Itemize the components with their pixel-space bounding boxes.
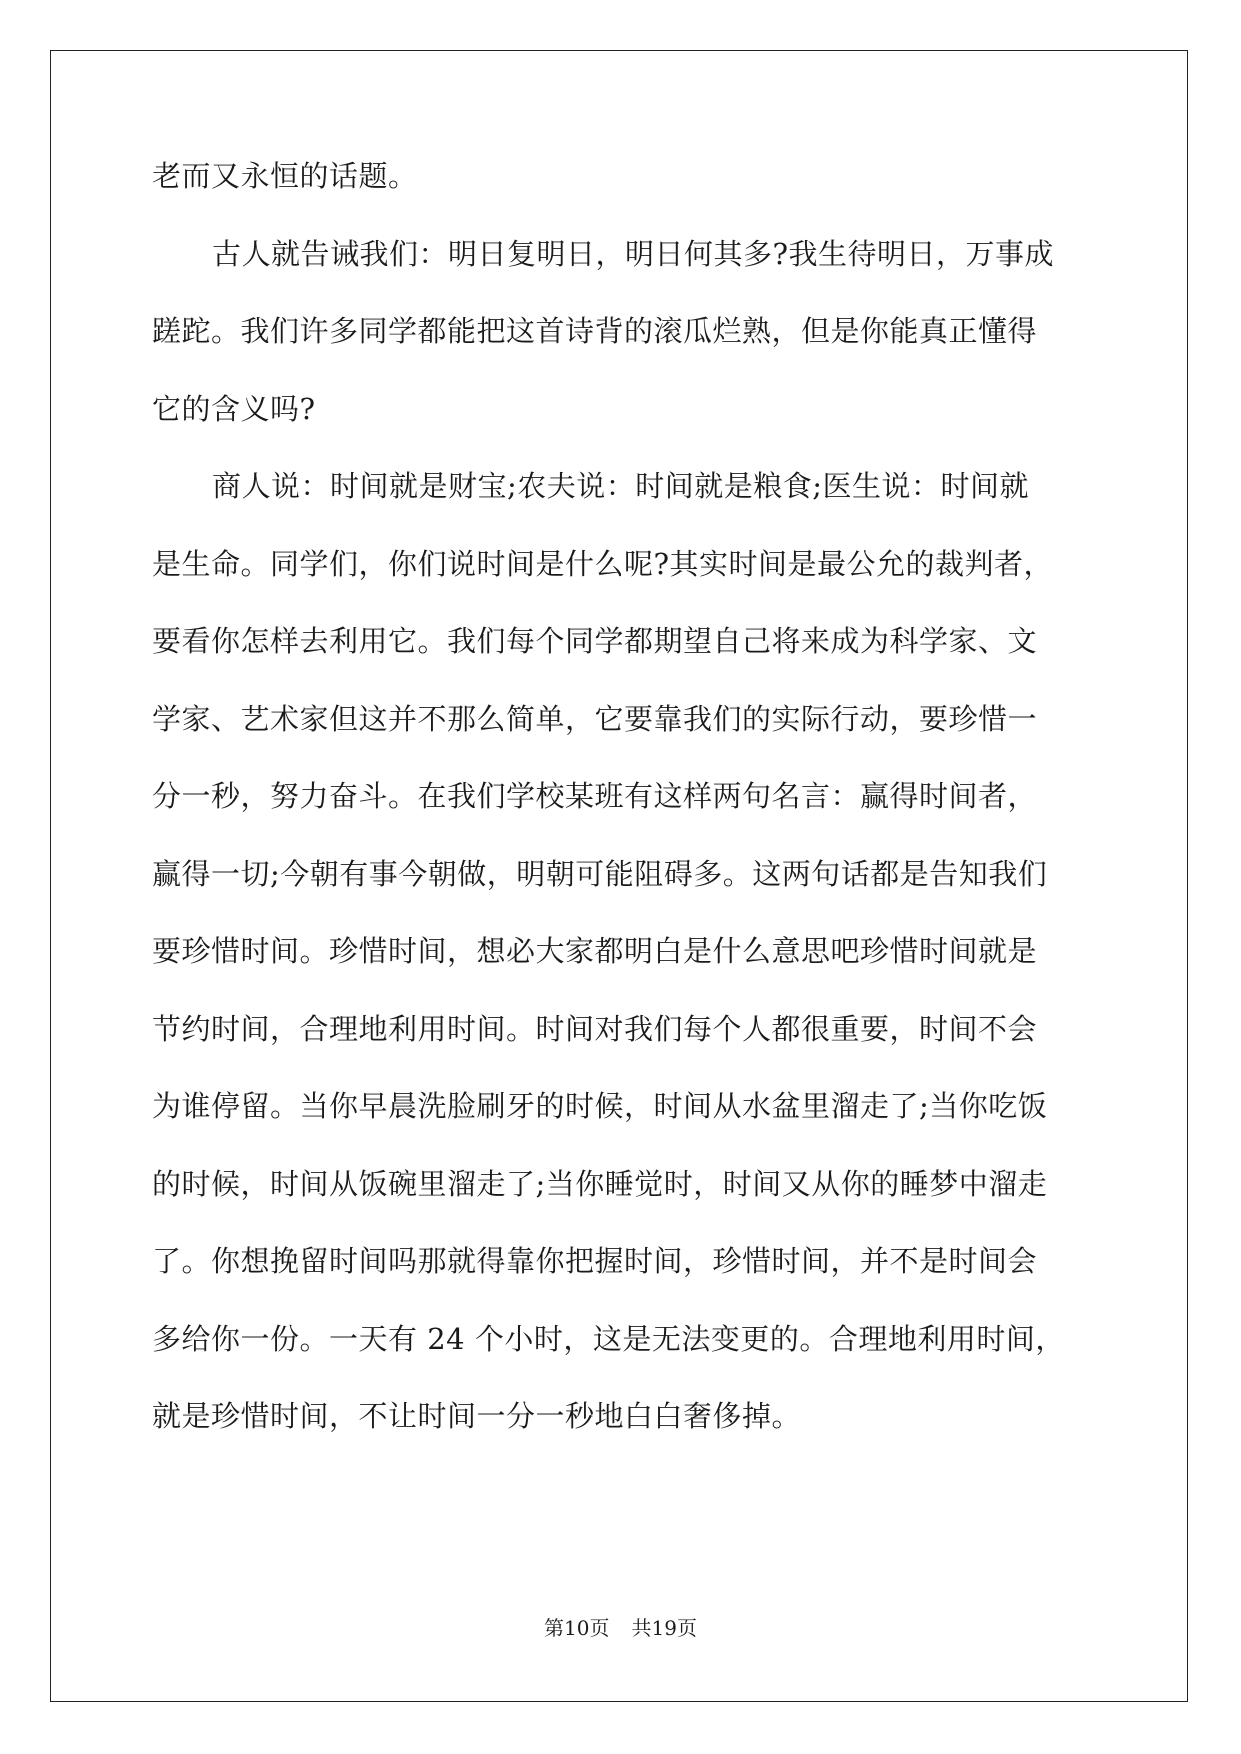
page-footer xyxy=(0,1616,1241,1640)
text-line: 是生命。同学们，你们说时间是什么呢?其实时间是最公允的裁判者， xyxy=(152,546,1054,581)
paragraph-start-line: 古人就告诫我们：明日复明日，明日何其多?我生待明日，万事成 xyxy=(212,236,1055,271)
text-line: 老而又永恒的话题。 xyxy=(152,159,418,193)
text-line: 多给你一份。一天有 24 个小时，这是无法变更的。合理地利用时间， xyxy=(152,1321,1065,1356)
text-line: 节约时间，合理地利用时间。时间对我们每个人都很重要，时间不会 xyxy=(152,1011,1038,1046)
text-line: 就是珍惜时间，不让时间一分一秒地白白奢侈掉。 xyxy=(152,1399,802,1433)
text-line: 学家、艺术家但这并不那么简单，它要靠我们的实际行动，要珍惜一 xyxy=(152,701,1038,736)
text-line: 蹉跎。我们许多同学都能把这首诗背的滚瓜烂熟，但是你能真正懂得 xyxy=(152,314,1038,348)
text-line: 赢得一切;今朝有事今朝做，明朝可能阻碍多。这两句话都是告知我们 xyxy=(152,856,1048,891)
text-line: 为谁停留。当你早晨洗脸刷牙的时候，时间从水盆里溜走了;当你吃饭 xyxy=(152,1089,1048,1123)
text-line: 的时候，时间从饭碗里溜走了;当你睡觉时，时间又从你的睡梦中溜走 xyxy=(152,1166,1048,1201)
text-line: 它的含义吗? xyxy=(152,391,316,426)
page-total: 共19页 xyxy=(631,1616,697,1640)
document-body xyxy=(152,158,1092,1476)
text-line: 要珍惜时间。珍惜时间，想必大家都明白是什么意思吧珍惜时间就是 xyxy=(152,934,1038,968)
text-line: 了。你想挽留时间吗那就得靠你把握时间，珍惜时间，并不是时间会 xyxy=(152,1244,1038,1278)
text-line: 要看你怎样去利用它。我们每个同学都期望自己将来成为科学家、文 xyxy=(152,624,1038,658)
page-number: 第10页 xyxy=(544,1616,610,1640)
paragraph-start-line: 商人说：时间就是财宝;农夫说：时间就是粮食;医生说：时间就 xyxy=(212,469,1030,503)
text-line: 分一秒，努力奋斗。在我们学校某班有这样两句名言：赢得时间者， xyxy=(152,779,1038,813)
